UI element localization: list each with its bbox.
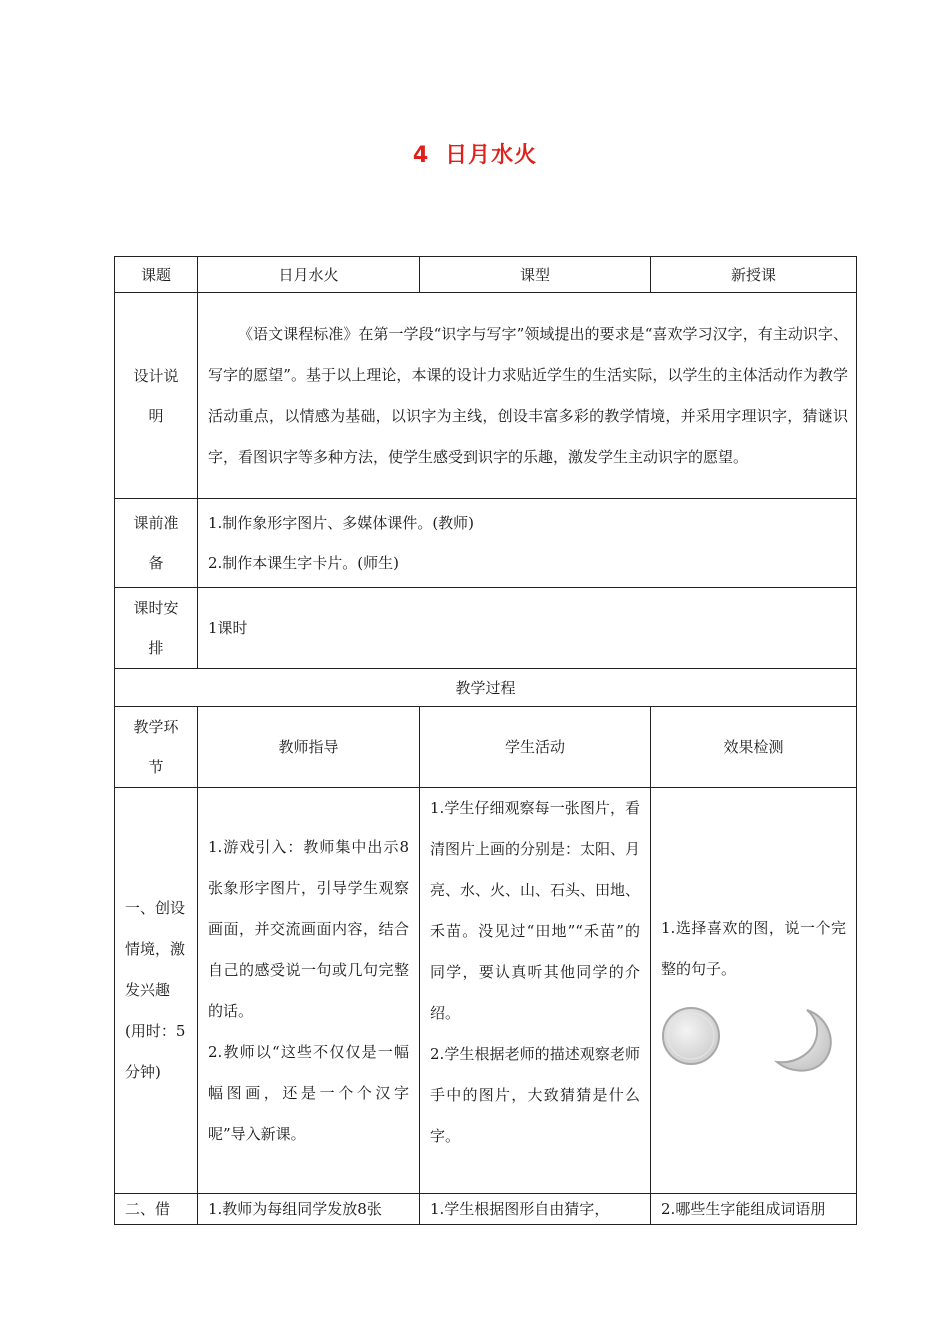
lesson-plan-table xyxy=(114,256,857,1225)
col-check: 效果检测 xyxy=(651,707,857,788)
process-header: 教学过程 xyxy=(115,669,857,707)
moon-icon xyxy=(777,1010,831,1071)
row1-check: 1.选择喜欢的图，说一个完整的句子。 xyxy=(661,918,847,978)
design-text-cell xyxy=(198,293,857,499)
prep-item-1: 1.制作象形字图片、多媒体课件。(教师) xyxy=(208,514,475,532)
col-student: 学生活动 xyxy=(420,707,651,788)
label-design: 设计说明 xyxy=(115,293,198,499)
row1-student: 1.学生仔细观察每一张图片，看清图片上画的分别是：太阳、月亮、水、火、山、石头、田地、禾苗。没见过“田地”“禾苗”的同学，要认真听其他同学的介绍。 2.学生根据老师的描述观察老师手中的图片，大致猜猜是什么字。 xyxy=(420,788,651,1194)
prep-cell xyxy=(198,499,857,588)
process-header-row xyxy=(115,669,857,707)
prep-item-2: 2.制作本课生字卡片。(师生) xyxy=(208,554,400,572)
document-title xyxy=(0,138,950,169)
label-lesson-type: 课型 xyxy=(420,257,651,293)
row1-step: 一、创设情境，激发兴趣(用时：5分钟) xyxy=(115,788,198,1194)
col-step: 教学环节 xyxy=(115,707,198,788)
row2-teacher: 1.教师为每组同学发放8张 xyxy=(198,1194,420,1225)
col-teacher: 教师指导 xyxy=(198,707,420,788)
design-row xyxy=(115,293,857,499)
row2-student: 1.学生根据图形自由猜字， xyxy=(420,1194,651,1225)
label-topic: 课题 xyxy=(115,257,198,293)
prep-row xyxy=(115,499,857,588)
process-row-1 xyxy=(115,788,857,1194)
row1-teacher: 1.游戏引入：教师集中出示8张象形字图片，引导学生观察画面，并交流画面内容，结合自己的感受说一句或几句完整的话。 2.教师以“这些不仅仅是一幅幅图画，还是一个个汉字呢”导入新课。 xyxy=(198,788,420,1194)
row1-check-cell xyxy=(651,788,857,1194)
sun-moon-image xyxy=(661,1004,846,1074)
schedule-value: 1课时 xyxy=(198,588,857,669)
row2-check: 2.哪些生字能组成词语朋 xyxy=(651,1194,857,1225)
schedule-row xyxy=(115,588,857,669)
sun-icon xyxy=(663,1008,719,1064)
process-row-2 xyxy=(115,1194,857,1225)
row2-step: 二、借 xyxy=(115,1194,198,1225)
title-text: 日月水火 xyxy=(445,143,538,168)
topic-value: 日月水火 xyxy=(198,257,420,293)
label-schedule: 课时安排 xyxy=(115,588,198,669)
column-header-row xyxy=(115,707,857,788)
sun-moon-svg xyxy=(661,1004,851,1076)
design-text: 《语文课程标准》在第一学段“识字与写字”领域提出的要求是“喜欢学习汉字，有主动识字、写字的愿望”。基于以上理论，本课的设计力求贴近学生的生活实际，以学生的主体活动作为教学活动重点，以情感为基础，以识字为主线，创设丰富多彩的教学情境，并采用字理识字，猜谜识字，看图识字等多种方法，使学生感受到识字的乐趣，激发学生主动识字的愿望。 xyxy=(208,324,849,466)
label-prep: 课前准备 xyxy=(115,499,198,588)
lesson-type-value: 新授课 xyxy=(651,257,857,293)
title-number: 4 xyxy=(412,143,430,168)
topic-row xyxy=(115,257,857,293)
